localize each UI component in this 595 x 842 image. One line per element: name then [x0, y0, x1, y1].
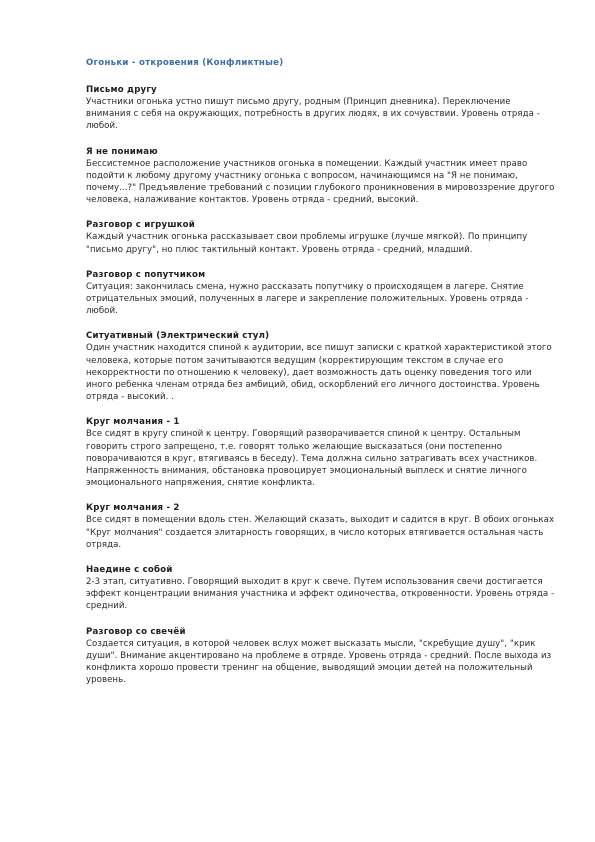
section-heading: Круг молчания - 1 [86, 417, 180, 428]
section-alone-with-self [86, 565, 556, 613]
section-heading: Разговор с попутчиком [86, 269, 206, 280]
section-body: Создается ситуация, в которой человек вслух может высказать мысли, "скребущие душу", "крик души". Внимание акцентировано на проблеме в отряде. Уровень отряда - средний. После выхода из конфликта хорошо провести тренинг на общение, выводящий эмоции детей на положительный уровень. [86, 638, 552, 686]
section-circle-of-silence-1 [86, 417, 556, 489]
section-talk-with-candle [86, 627, 556, 687]
section-letter-to-friend [86, 85, 556, 133]
section-body: 2-3 этап, ситуативно. Говорящий выходит в круг к свече. Путем использования свечи достигается эффект концентрации внимания участника и эффект одиночества, откровенности. Уровень отряда - средний. [86, 577, 555, 612]
document-title: Огоньки - откровения (Конфликтные) [86, 58, 284, 68]
section-heading: Ситуативный (Электрический стул) [86, 331, 270, 342]
section-heading: Я не понимаю [86, 146, 158, 157]
section-heading: Разговор с игрушкой [86, 220, 196, 231]
section-heading: Письмо другу [86, 85, 157, 95]
section-circle-of-silence-2 [86, 503, 556, 551]
section-electric-chair [86, 331, 556, 403]
section-heading: Круг молчания - 2 [86, 503, 180, 514]
section-body: Каждый участник огонька рассказывает свои проблемы игрушке (лучше мягкой). По принципу "письмо другу", но плюс тактильный контакт. Уровень отряда - средний, младший. [86, 232, 528, 255]
section-body: Ситуация: закончилась смена, нужно рассказать попутчику о происходящем в лагере. Снятие отрицательных эмоций, полученных в лагере и закрепление положительных. Уровень отряда - любой. [86, 281, 529, 317]
section-heading: Наедине с собой [86, 565, 173, 576]
section-body: Один участник находится спиной к аудитории, все пишут записки с краткой характеристикой этого человека, которые потом зачитываются ведущим (корректирующим текстом в случае его некорректности по отношению к человеку), дает возможность дать оценку поведения того или иного ребенка членам отряда без амбиций, обид, оскорблений его личного достоинства. Уровень отряда - высокий. . [86, 343, 552, 403]
section-i-dont-understand [86, 147, 556, 207]
document-page [86, 58, 556, 701]
section-body: Все сидят в помещении вдоль стен. Желающий сказать, выходит и садится в круг. В обоих огоньках "Круг молчания" создается элитарность говорящих, в число которых втягивается остальная часть отряда. [86, 515, 555, 550]
section-body: Все сидят в кругу спиной к центру. Говорящий разворачивается спиной к центру. Остальным говорить строго запрещено, т.е. говорят только желающие высказаться (они постепенно поворачиваются в круг, втягиваясь в беседу). Тема должна сильно затрагивать всех участников. Напряженность внимания, обстановка провоцирует эмоциональный выплеск и снятие личного эмоционального напряжения, снятие конфликта. [86, 429, 538, 489]
section-body: Бессистемное расположение участников огонька в помещении. Каждый участник имеет право подойти к любому другому участнику огонька с вопросом, начинающимся на "Я не понимаю, почему...?" Предъявление требований с позиции глубокого проникновения в мировоззрение другого человека, налаживание контактов. Уровень отряда - средний, высокий. [86, 158, 555, 206]
section-body: Участники огонька устно пишут письмо другу, родным (Принцип дневника). Переключение внимания с себя на окружающих, потребность в других людях, в их сочувствии. Уровень отряда - любой. [86, 97, 540, 132]
section-heading: Разговор со свечёй [86, 626, 186, 637]
section-talk-with-companion [86, 270, 556, 318]
section-talk-with-toy [86, 220, 556, 255]
